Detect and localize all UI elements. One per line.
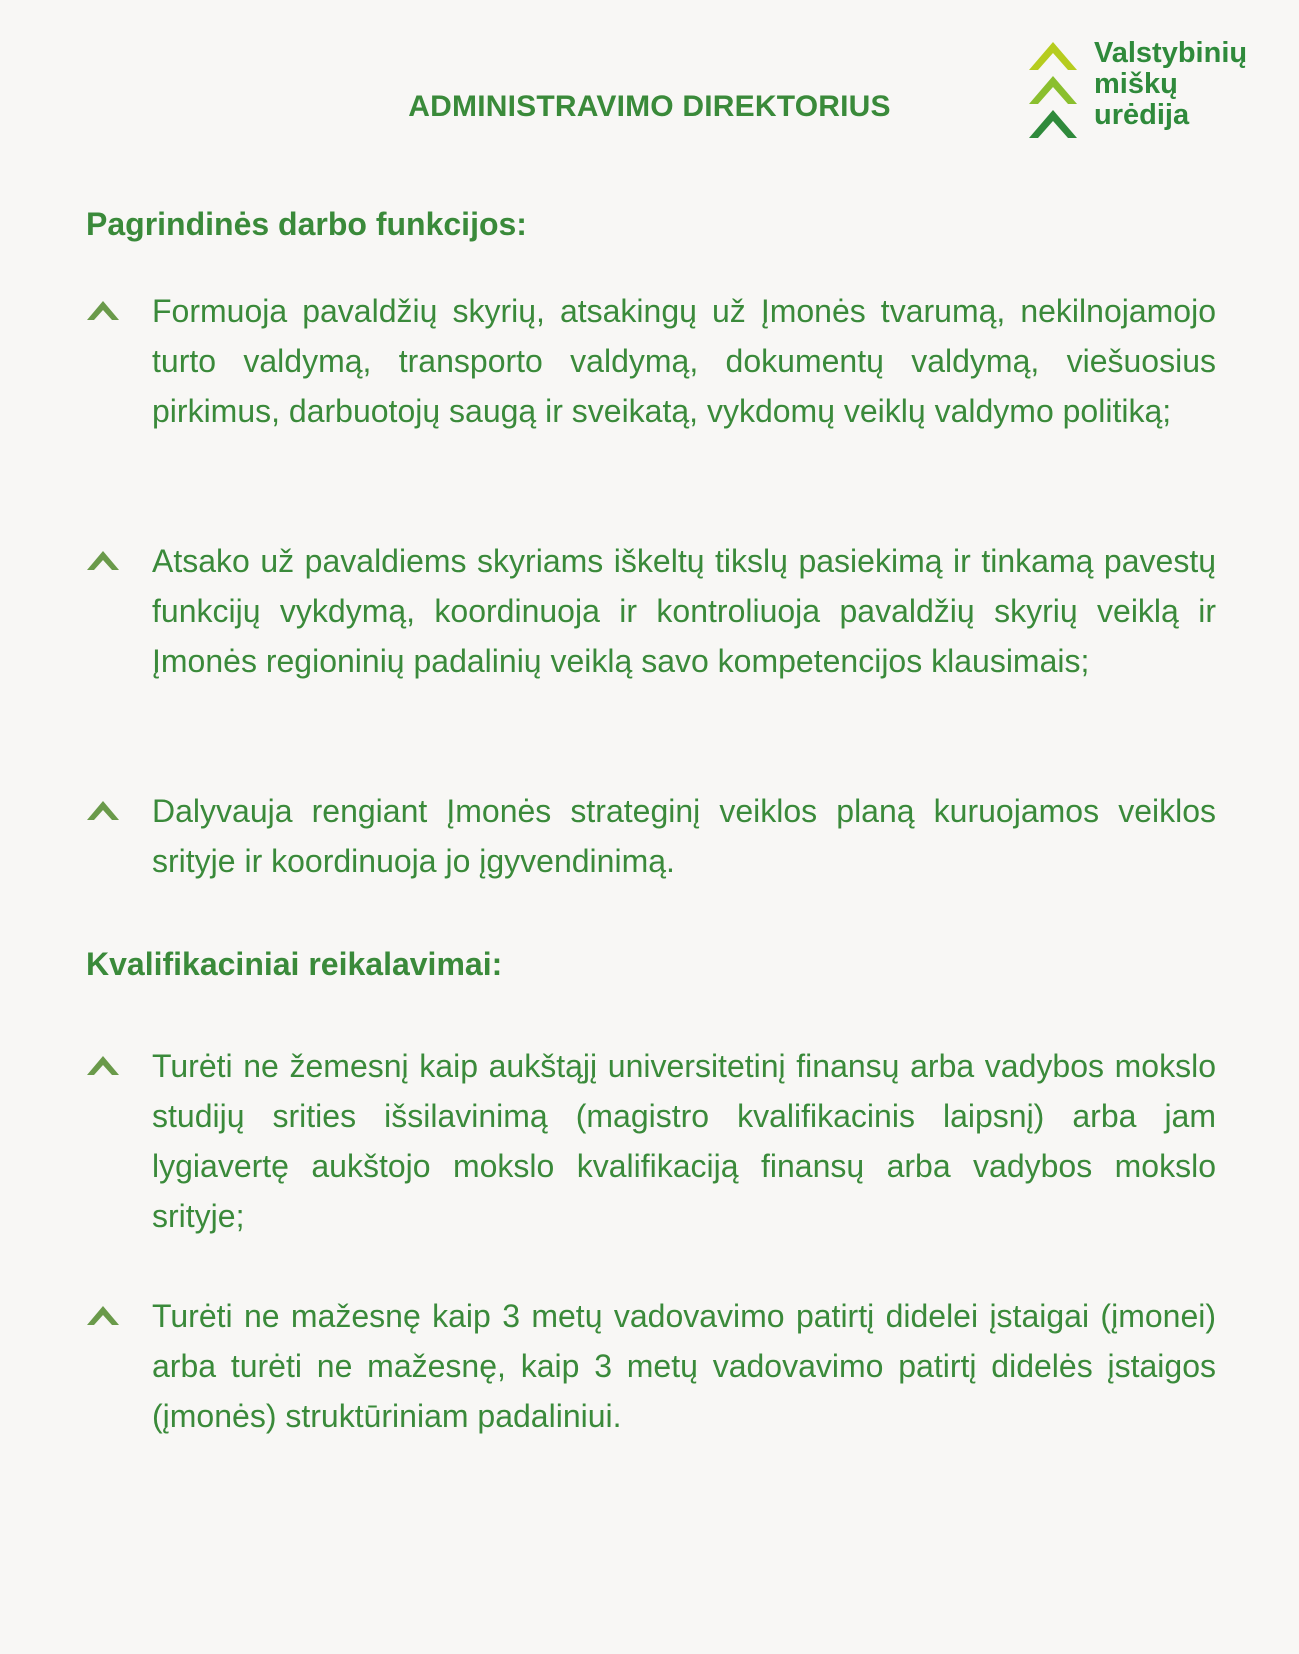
list-item-text: Dalyvauja rengiant Įmonės strateginį veiklos planą kuruojamos veiklos srityje ir koordinuoja jo įgyvendinimą. xyxy=(152,793,1216,879)
logo-line-1: Valstybinių xyxy=(1094,37,1248,69)
tree-bullet-icon xyxy=(86,1053,120,1077)
qualifications-heading: Kvalifikaciniai reikalavimai: xyxy=(86,946,503,982)
list-item xyxy=(86,286,1216,436)
functions-heading: Pagrindinės darbo funkcijos: xyxy=(86,206,527,242)
list-item-text: Atsako už pavaldiems skyriams iškeltų tikslų pasiekimą ir tinkamą pavestų funkcijų vykdymą, koordinuoja ir kontroliuoja pavaldžių skyrių veiklą ir Įmonės regioninių padalinių veiklą savo kompetencijos klausimais; xyxy=(152,543,1216,679)
tree-bullet-icon xyxy=(86,798,120,822)
company-logo xyxy=(1026,38,1276,150)
tree-bullet-icon xyxy=(86,548,120,572)
logo-line-3: urėdija xyxy=(1094,99,1190,131)
list-item-text: Formuoja pavaldžių skyrių, atsakingų už Įmonės tvarumą, nekilnojamojo turto valdymą, transporto valdymą, dokumentų valdymą, viešuosius pirkimus, darbuotojų saugą ir sveikatą, vykdomų veiklų valdymo politiką; xyxy=(152,293,1216,429)
logo-line-2: miškų xyxy=(1094,68,1178,100)
list-item-text: Turėti ne žemesnį kaip aukštąjį universitetinį finansų arba vadybos mokslo studijų srities išsilavinimą (magistro kvalifikacinis laipsnį) arba jam lygiavertę aukštojo mokslo kvalifikaciją finansų arba vadybos mokslo srityje; xyxy=(152,1048,1216,1234)
logo-wordmark xyxy=(1094,38,1247,131)
tree-logo-icon xyxy=(1026,38,1080,148)
list-item xyxy=(86,1041,1216,1241)
list-item xyxy=(86,536,1216,686)
list-item xyxy=(86,1291,1216,1441)
list-item xyxy=(86,786,1216,886)
page-title: ADMINISTRAVIMO DIREKTORIUS xyxy=(408,90,891,123)
list-item-text: Turėti ne mažesnę kaip 3 metų vadovavimo patirtį didelei įstaigai (įmonei) arba turėti ne mažesnę, kaip 3 metų vadovavimo patirtį didelės įstaigos (įmonės) struktūriniam padaliniui. xyxy=(152,1298,1216,1434)
tree-bullet-icon xyxy=(86,1303,120,1327)
tree-bullet-icon xyxy=(86,298,120,322)
